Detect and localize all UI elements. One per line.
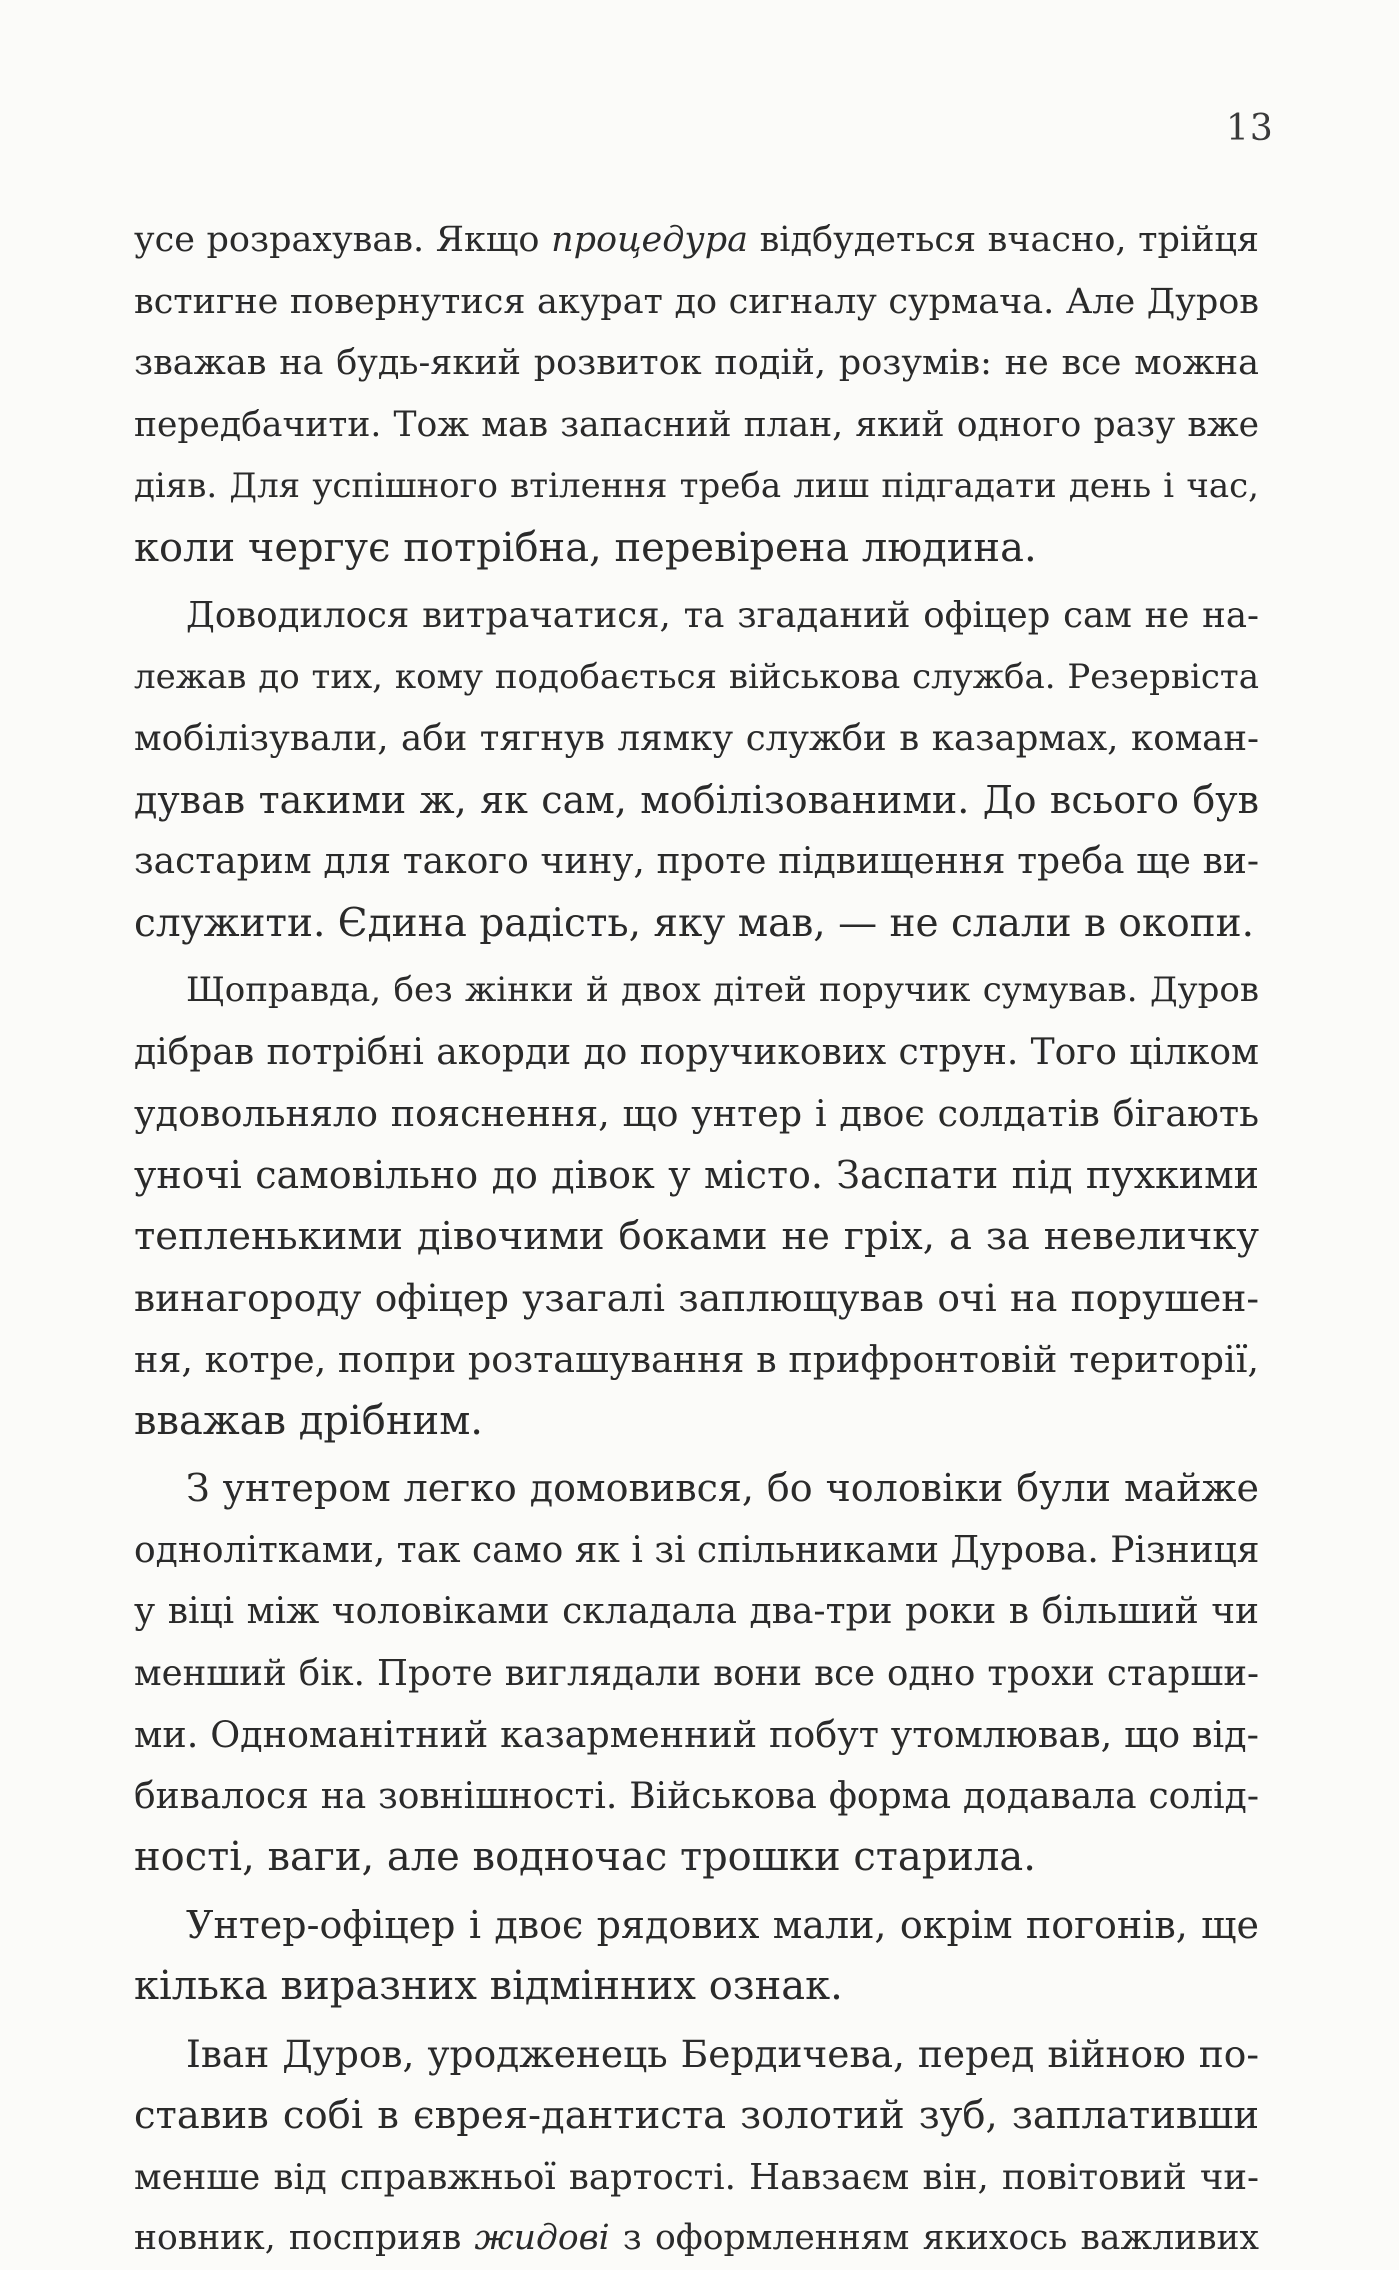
text-segment: дібрав потрібні акорди до поручикових струн. Того цілком	[134, 1031, 1259, 1073]
text-line	[134, 1391, 1259, 1453]
text-segment: встигне повернутися акурат до сигналу сурмача. Але Дуров	[134, 281, 1259, 322]
text-line	[134, 1083, 1259, 1145]
text-line	[134, 2024, 1259, 2086]
text-line	[134, 1643, 1259, 1705]
text-segment: Іван Дуров, уродженець Бердичева, перед війною по-	[186, 2031, 1259, 2076]
text-line	[134, 1956, 1259, 2018]
italic-text: жидові	[474, 2218, 610, 2258]
text-segment: зважав на будь-який розвиток подій, розумів: не все можна	[134, 343, 1259, 383]
text-line	[134, 1766, 1259, 1828]
text-line	[134, 333, 1259, 395]
text-line	[134, 272, 1259, 334]
text-line	[134, 518, 1259, 580]
text-segment: тепленькими дівочими боками не гріх, а за невеличку	[134, 1214, 1259, 1259]
text-segment: служити. Єдина радість, яку мав, — не слали в окопи.	[134, 900, 1255, 946]
text-segment: усе розрахував. Якщо	[134, 220, 552, 260]
text-segment: винагороду офіцер узагалі заплющував очі на порушен-	[134, 1275, 1259, 1320]
text-segment: менше від справжньої вартості. Навзаєм він, повітовий чи-	[134, 2156, 1259, 2198]
text-segment: Щоправда, без жінки й двох дітей поручик сумував. Дуров	[186, 970, 1259, 1010]
paragraph	[134, 2024, 1259, 2270]
text-line	[134, 585, 1259, 647]
text-line	[134, 960, 1259, 1022]
text-segment: передбачити. Тож мав запасний план, який одного разу вже	[134, 404, 1259, 445]
text-line	[134, 770, 1259, 832]
text-line	[134, 1145, 1259, 1207]
text-segment: удовольняло пояснення, що унтер і двоє солдатів бігають	[134, 1092, 1259, 1135]
text-segment: менший бік. Проте виглядали вони все одно трохи старши-	[134, 1652, 1259, 1694]
text-line	[134, 1458, 1259, 1520]
text-segment: ності, ваги, але водночас трошки старила.	[134, 1834, 1036, 1880]
text-line	[134, 647, 1259, 709]
text-segment: однолітками, так само як і зі спільниками Дурова. Різниця	[134, 1529, 1260, 1571]
text-line	[134, 395, 1259, 457]
text-line	[134, 893, 1259, 955]
text-line	[134, 831, 1259, 893]
italic-text: процедура	[551, 220, 748, 260]
text-segment: у віці між чоловіками складала два-три роки в більший чи	[134, 1591, 1259, 1632]
paragraph	[134, 960, 1259, 1452]
text-segment: лежав до тих, кому подобається військова служба. Резервіста	[134, 656, 1259, 697]
text-segment: коли чергує потрібна, перевірена людина.	[134, 524, 1037, 571]
page-number: 13	[1226, 108, 1274, 149]
text-segment: з оформленням якихось важливих	[609, 2218, 1259, 2258]
text-line	[134, 1581, 1259, 1643]
text-segment: кілька виразних відмінних ознак.	[134, 1963, 843, 2009]
text-segment: ми. Одноманітний казарменний побут утомлював, що від-	[134, 1713, 1259, 1756]
text-segment: З унтером легко домовився, бо чоловіки були майже	[186, 1466, 1259, 1510]
text-segment: дував такими ж, як сам, мобілізованими. До всього був	[134, 777, 1259, 822]
text-segment: мобілізували, аби тягнув лямку служби в казармах, коман-	[134, 718, 1259, 759]
text-line	[134, 1704, 1259, 1766]
text-line	[134, 1206, 1259, 1268]
text-segment: новник, посприяв	[134, 2218, 475, 2258]
paragraph	[134, 585, 1259, 954]
text-segment: Унтер-офіцер і двоє рядових мали, окрім погонів, ще	[186, 1902, 1259, 1947]
text-segment: відбудеться вчасно, трійця	[747, 220, 1259, 260]
text-line	[134, 2147, 1259, 2209]
paragraph	[134, 210, 1259, 579]
text-line	[134, 456, 1259, 518]
text-segment: Доводилося витрачатися, та згаданий офіцер сам не на-	[186, 595, 1259, 636]
text-segment: ня, котре, попри розташування в прифронтовій території,	[134, 1338, 1259, 1381]
text-line	[134, 1827, 1259, 1889]
text-line	[134, 2085, 1259, 2147]
text-segment: вважав дрібним.	[134, 1397, 484, 1444]
text-line	[134, 1329, 1259, 1391]
text-segment: ставив собі в єврея-дантиста золотий зуб, заплативши	[134, 2093, 1259, 2138]
text-segment: бивалося на зовнішності. Військова форма додавала солід-	[134, 1775, 1259, 1817]
paragraph	[134, 1895, 1259, 2018]
text-line	[134, 1895, 1259, 1957]
paragraph	[134, 1458, 1259, 1889]
text-line	[134, 210, 1259, 272]
text-line	[134, 708, 1259, 770]
text-line	[134, 1520, 1259, 1582]
body-text	[134, 210, 1259, 2270]
text-line	[134, 1022, 1259, 1084]
text-segment: уночі самовільно до дівок у місто. Заспати під пухкими	[134, 1152, 1259, 1197]
text-segment: застарим для такого чину, проте підвищення треба ще ви-	[134, 841, 1259, 882]
text-segment: діяв. Для успішного втілення треба лиш підгадати день і час,	[134, 466, 1259, 506]
text-line	[134, 1268, 1259, 1330]
